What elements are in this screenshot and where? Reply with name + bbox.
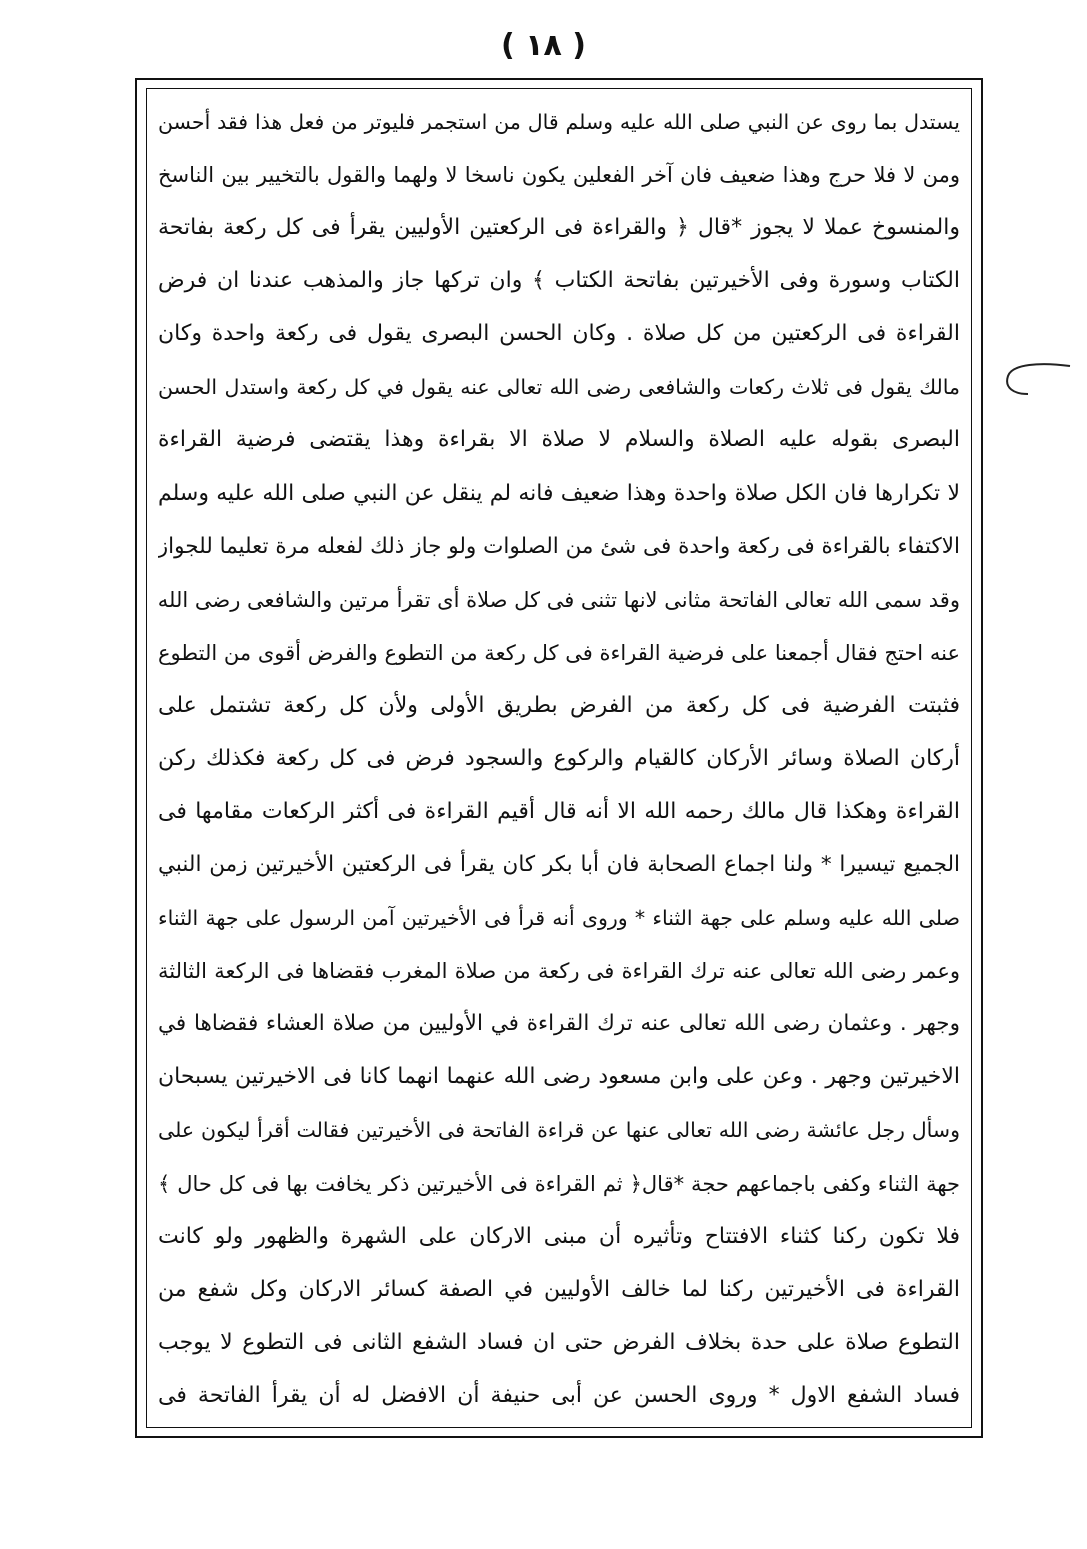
text-line: لا تكرارها فان الكل صلاة واحدة وهذا ضعيف فانه لم ينقل عن النبي صلى الله عليه وسلم xyxy=(158,480,960,506)
text-line: الكتاب وسورة وفى الأخيرتين بفاتحة الكتاب ﴾ وان تركها جاز والمذهب عندنا ان فرض xyxy=(158,268,960,294)
text-line: فلا تكون ركنا كثناء الافتتاح وتأثيره أن مبنى الاركان على الشهرة والظهور ولو كانت xyxy=(158,1223,960,1249)
text-line: جهة الثناء وكفى باجماعهم حجة *قال﴿ ثم القراءة فى الأخيرتين ذكر يخافت بها فى كل حال ﴾ xyxy=(158,1171,960,1196)
text-line: أركان الصلاة وسائر الأركان كالقيام والركوع والسجود فرض فى كل ركعة فكذلك ركن xyxy=(158,745,960,771)
text-line: البصرى بقوله عليه الصلاة والسلام لا صلاة الا بقراءة وهذا يقتضى فرضية القراءة xyxy=(158,427,960,453)
text-line: وسأل رجل عائشة رضى الله تعالى عنها عن قراءة الفاتحة فى الأخيرتين فقالت أقرأ ليكون على xyxy=(158,1118,960,1143)
text-line: وعمر رضى الله تعالى عنه ترك القراءة فى ركعة من صلاة المغرب فقضاها فى الركعة الثالثة xyxy=(158,959,960,984)
margin-bracket-mark xyxy=(1000,360,1075,400)
text-line: يستدل بما روى عن النبي صلى الله عليه وسلم قال من استجمر فليوتر من فعل هذا فقد أحسن xyxy=(158,110,960,134)
text-line: التطوع صلاة على حدة بخلاف الفرض حتى ان فساد الشفع الثانى فى التطوع لا يوجب xyxy=(158,1329,960,1355)
text-line: صلى الله عليه وسلم على جهة الثناء * وروى أنه قرأ فى الأخيرتين آمن الرسول على جهة الثناء xyxy=(158,906,960,931)
text-line: عنه احتج فقال أجمعنا على فرضية القراءة فى كل ركعة من التطوع والفرض أقوى من التطوع xyxy=(158,640,960,665)
text-line: فساد الشفع الاول * وروى الحسن عن أبى حنيفة أن الافضل له أن يقرأ الفاتحة فى xyxy=(158,1382,960,1408)
page-number: ( ١٨ ) xyxy=(501,28,586,63)
text-line: القراءة فى الركعتين من كل صلاة . وكان الحسن البصرى يقول فى ركعة واحدة وكان xyxy=(158,321,960,347)
main-text-body xyxy=(158,96,960,1422)
text-line: الاكتفاء بالقراءة فى ركعة واحدة فى شئ من الصلوات ولو جاز ذلك لفعله مرة تعليما للجواز xyxy=(158,533,960,559)
text-line: الاخيرتين وجهر . وعن على وابن مسعود رضى الله عنهما انهما كانا فى الاخيرتين يسبحان xyxy=(158,1064,960,1090)
text-line: القراءة وهكذا قال مالك رحمه الله الا أنه قال أقيم القراءة فى أكثر الركعات مقامها فى xyxy=(158,799,960,825)
text-line: ومن لا فلا حرج وهذا ضعيف فان آخر الفعلين يكون ناسخا لا ولهما والقول بالتخيير بين الناسخ xyxy=(158,163,960,188)
text-line: القراءة فى الأخيرتين ركنا لما خالف الأوليين في الصفة كسائر الاركان وكل شفع من xyxy=(158,1276,960,1302)
text-line: وقد سمى الله تعالى الفاتحة مثانى لانها تثنى فى كل صلاة أى تقرأ مرتين والشافعى رضى الله xyxy=(158,587,960,612)
text-line: وجهر . وعثمان رضى الله تعالى عنه ترك القراءة في الأوليين من صلاة العشاء فقضاها في xyxy=(158,1011,960,1037)
text-line: والمنسوخ عملا لا يجوز *قال ﴿ والقراءة فى الركعتين الأوليين يقرأ فى كل ركعة بفاتحة xyxy=(158,215,960,241)
text-line: الجميع تيسيرا * ولنا اجماع الصحابة فان أبا بكر كان يقرأ فى الركعتين الأخيرتين زمن النبي xyxy=(158,852,960,878)
text-line: مالك يقول فى ثلاث ركعات والشافعى رضى الله تعالى عنه يقول في كل ركعة واستدل الحسن xyxy=(158,375,960,400)
text-line: فثبتت الفرضية فى كل ركعة من الفرض بطريق الأولى ولأن كل ركعة تشتمل على xyxy=(158,692,960,718)
